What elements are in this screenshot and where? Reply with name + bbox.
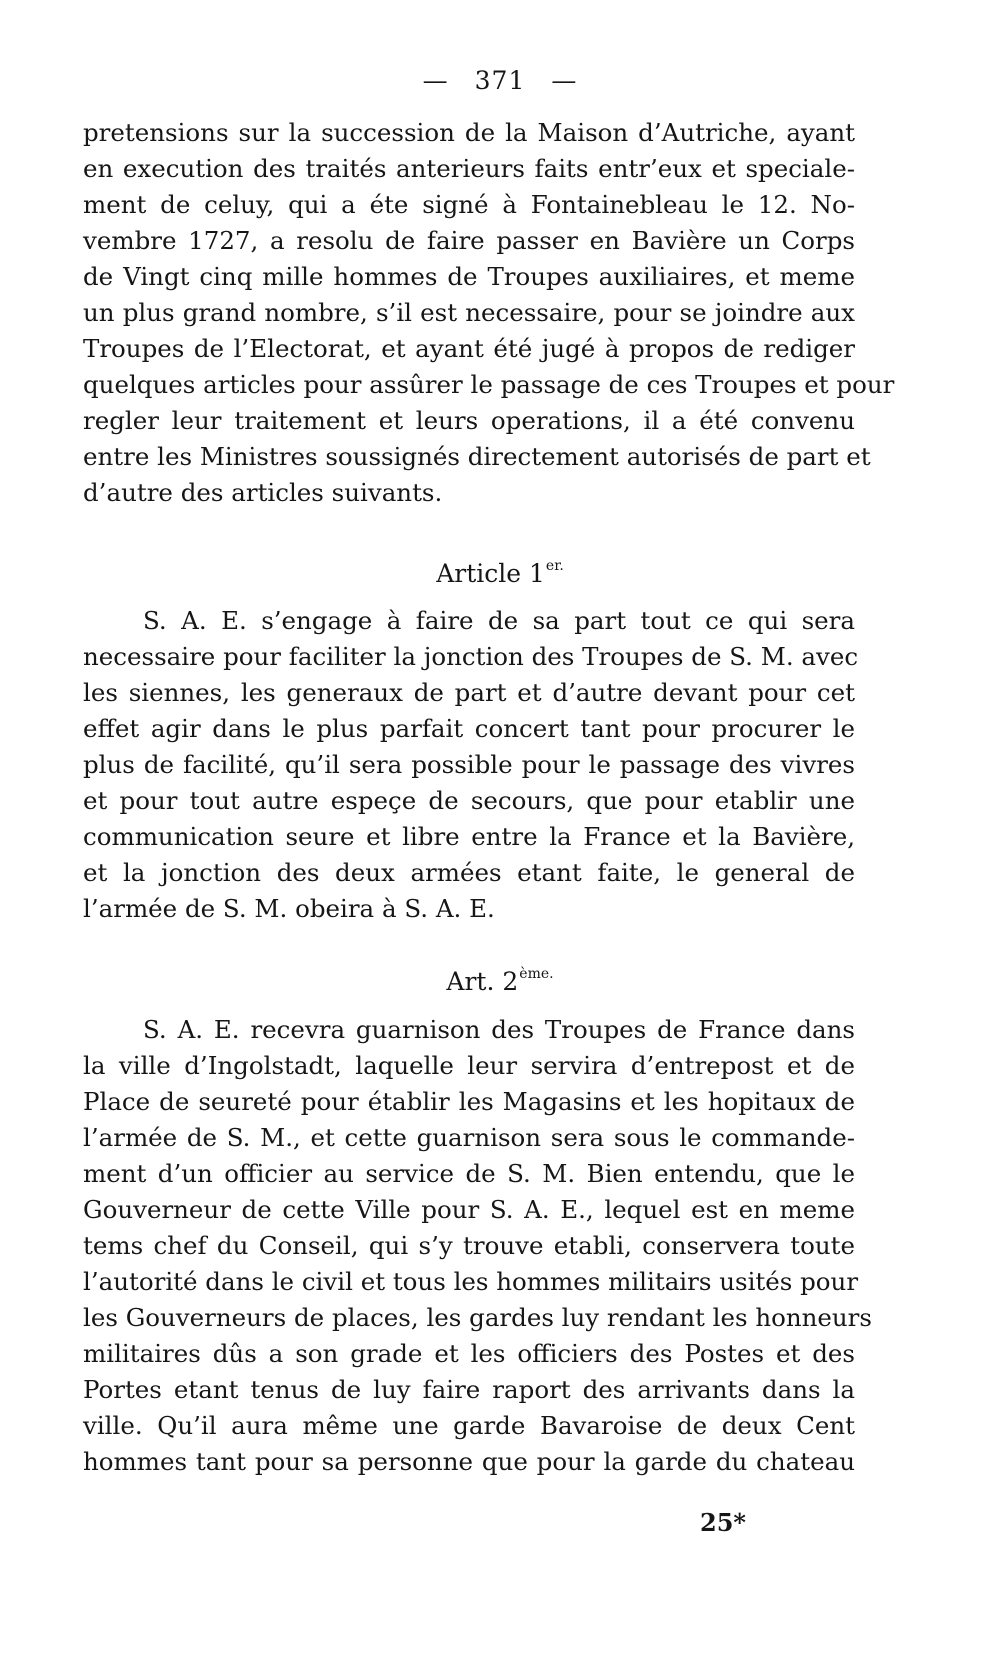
text-line: communication seure et libre entre la France et la Bavière, <box>83 822 855 851</box>
article-1-title-sup: er. <box>545 558 564 574</box>
text-line: plus de facilité, qu’il sera possible pour le passage des vivres <box>83 750 855 779</box>
text-line: ville. Qu’il aura même une garde Bavaroise de deux Cent <box>83 1411 855 1440</box>
text-line: Place de seureté pour établir les Magasins et les hopitaux de <box>83 1087 855 1116</box>
text-line: hommes tant pour sa personne que pour la garde du chateau <box>83 1447 855 1476</box>
text-line: S. A. E. recevra guarnison des Troupes de France dans <box>143 1015 855 1044</box>
intro-paragraph <box>83 115 895 511</box>
article-2-title: Art. 2 <box>446 967 519 996</box>
text-line: et la jonction des deux armées etant faite, le general de <box>83 858 855 887</box>
text-line: les siennes, les generaux de part et d’autre devant pour cet <box>83 678 855 707</box>
text-line: regler leur traitement et leurs operations, il a été convenu <box>83 406 855 435</box>
text-line: effet agir dans le plus parfait concert tant pour procurer le <box>83 714 855 743</box>
article-2-heading <box>0 966 1000 996</box>
text-line: necessaire pour faciliter la jonction des Troupes de S. M. avec <box>83 642 859 671</box>
text-line: entre les Ministres soussignés directement autorisés de part et <box>83 442 871 471</box>
text-line: Portes etant tenus de luy faire raport des arrivants dans la <box>83 1375 855 1404</box>
text-line: Troupes de l’Electorat, et ayant été jugé à propos de rediger <box>83 334 855 363</box>
text-line: de Vingt cinq mille hommes de Troupes auxiliaires, et meme <box>83 262 855 291</box>
header-dash-left: — <box>422 66 449 95</box>
text-line: l’autorité dans le civil et tous les hommes militairs usités pour <box>83 1267 859 1296</box>
text-line: pretensions sur la succession de la Maison d’Autriche, ayant <box>83 118 855 147</box>
text-line: quelques articles pour assûrer le passage de ces Troupes et pour <box>83 370 895 399</box>
article-1-title: Article 1 <box>436 559 545 588</box>
text-line: l’armée de S. M. obeira à S. A. E. <box>83 894 495 923</box>
article-1-paragraph <box>83 603 859 927</box>
article-2-paragraph <box>83 1012 872 1480</box>
text-line: tems chef du Conseil, qui s’y trouve etabli, conservera toute <box>83 1231 855 1260</box>
text-line: les Gouverneurs de places, les gardes luy rendant les honneurs <box>83 1303 872 1332</box>
page-header <box>0 66 1000 95</box>
text-line: S. A. E. s’engage à faire de sa part tout ce qui sera <box>143 606 855 635</box>
text-line: vembre 1727, a resolu de faire passer en Bavière un Corps <box>83 226 855 255</box>
article-1-heading <box>0 558 1000 588</box>
text-line: en execution des traités anterieurs faits entr’eux et speciale- <box>83 154 855 183</box>
text-line: militaires dûs a son grade et les officiers des Postes et des <box>83 1339 855 1368</box>
text-line: l’armée de S. M., et cette guarnison sera sous le commande- <box>83 1123 855 1152</box>
signature-mark: 25* <box>700 1508 746 1537</box>
text-line: d’autre des articles suivants. <box>83 478 443 507</box>
text-line: et pour tout autre espeçe de secours, que pour etablir une <box>83 786 855 815</box>
header-dash-right: — <box>551 66 578 95</box>
text-line: un plus grand nombre, s’il est necessaire, pour se joindre aux <box>83 298 855 327</box>
article-2-title-sup: ème. <box>519 966 554 982</box>
text-line: ment de celuy, qui a éte signé à Fontainebleau le 12. No- <box>83 190 855 219</box>
page-number: 371 <box>474 66 526 95</box>
text-line: Gouverneur de cette Ville pour S. A. E., lequel est en meme <box>83 1195 855 1224</box>
text-line: ment d’un officier au service de S. M. Bien entendu, que le <box>83 1159 855 1188</box>
text-line: la ville d’Ingolstadt, laquelle leur servira d’entrepost et de <box>83 1051 855 1080</box>
